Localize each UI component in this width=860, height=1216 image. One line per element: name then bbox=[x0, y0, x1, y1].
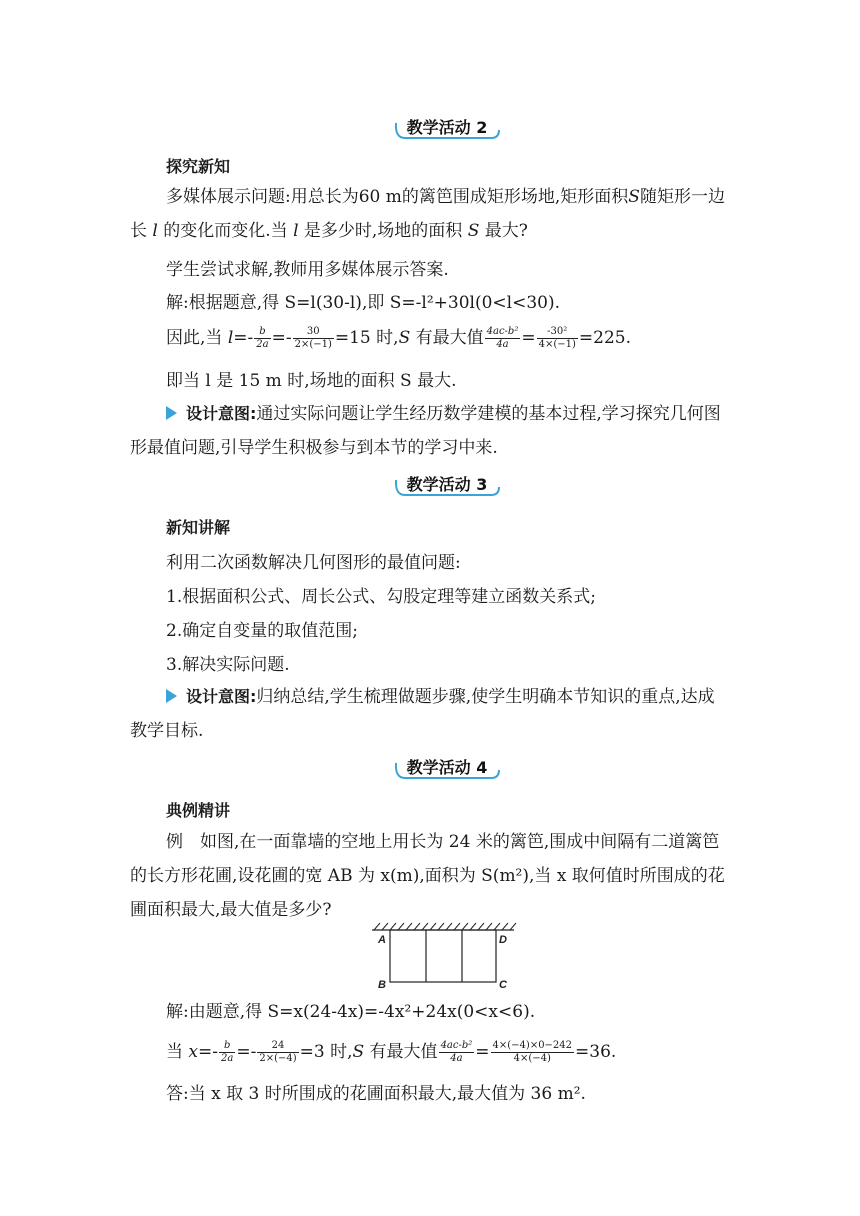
example-solution-line-1: 解:由题意,得 S=x(24-4x)=-4x²+24x(0<x<6). bbox=[166, 1002, 536, 1022]
figure-label-A: A bbox=[378, 934, 386, 946]
activity-4-title: 教学活动 4 bbox=[406, 758, 488, 777]
example-answer: 答:当 x 取 3 时所围成的花圃面积最大,最大值为 36 m². bbox=[166, 1084, 586, 1104]
fraction-max-value: $\frac{\text{-30²}}{4\times(-1)}$ bbox=[538, 326, 576, 350]
fraction-max-value: $\frac{4\times(-4)\times 0-242}{4\times(-4)}$ bbox=[492, 1040, 573, 1064]
design-intent-3: 设计意图:归纳总结,学生梳理做题步骤,使学生明确本节知识的重点,达成教学目标. bbox=[130, 687, 715, 741]
method-step-1: 1.根据面积公式、周长公式、勾股定理等建立函数关系式; bbox=[166, 587, 596, 607]
example-problem: 例 如图,在一面靠墙的空地上用长为 24 米的篱笆,围成中间隔有二道篱笆的长方形花圃,设花圃的宽 AB 为 x(m),面积为 S(m²),当 x 取何值时所围成的花圃面积最大,最大值是多少? bbox=[130, 832, 725, 920]
solution-line-2: 因此,当 l=- $\frac{b}{2a}$ =- $\frac{30}{2\times(-1)}$ =15 时,S 有最大值 $\frac{\text{4ac-b²}}{4a}$ = $\frac{\text{-30²}}{4\times(-1)}$ =225. bbox=[166, 326, 631, 350]
figure-label-D: D bbox=[499, 934, 507, 946]
example-solution-line-2: 当 x=- $\frac{b}{2a}$ =- $\frac{24}{2\times(-4)}$ =3 时,S 有最大值 $\frac{\text{4ac-b²}}{4a}$ = $\frac{4\times(-4)\times 0-242}{4\times(-4)}$ =36. bbox=[166, 1040, 617, 1064]
figure-label-C: C bbox=[499, 979, 507, 991]
garden-fence-figure bbox=[368, 922, 518, 992]
method-step-2: 2.确定自变量的取值范围; bbox=[166, 621, 358, 641]
activity-3-title: 教学活动 3 bbox=[406, 475, 488, 494]
fraction-24: $\frac{24}{2\times(-4)}$ bbox=[259, 1040, 297, 1064]
student-attempt-text: 学生尝试求解,教师用多媒体展示答案. bbox=[166, 260, 449, 280]
activity-2-title: 教学活动 2 bbox=[406, 118, 488, 137]
section-title-new-knowledge: 新知讲解 bbox=[166, 518, 231, 537]
fraction-b-2a: $\frac{b}{2a}$ bbox=[221, 1040, 234, 1064]
design-intent-2: 设计意图:通过实际问题让学生经历数学建模的基本过程,学习探究几何图形最值问题,引导学生积极参与到本节的学习中来. bbox=[130, 404, 721, 458]
section-title-examples: 典例精讲 bbox=[166, 801, 231, 820]
fraction-b-2a: $\frac{b}{2a}$ bbox=[256, 326, 269, 350]
method-step-3: 3.解决实际问题. bbox=[166, 655, 290, 675]
fraction-30: $\frac{30}{2\times(-1)}$ bbox=[294, 326, 332, 350]
problem-statement: 多媒体展示问题:用总长为60 m的篱笆围成矩形场地,矩形面积S随矩形一边长 l 的变化而变化.当 l 是多少时,场地的面积 S 最大? bbox=[130, 187, 725, 241]
fraction-max-formula: $\frac{\text{4ac-b²}}{4a}$ bbox=[486, 326, 519, 350]
triangle-marker-icon bbox=[166, 406, 177, 420]
fraction-max-formula: $\frac{\text{4ac-b²}}{4a}$ bbox=[440, 1040, 473, 1064]
solution-line-1: 解:根据题意,得 S=l(30-l),即 S=-l²+30l(0<l<30). bbox=[166, 293, 560, 313]
solution-line-3: 即当 l 是 15 m 时,场地的面积 S 最大. bbox=[166, 371, 457, 391]
section-title-explore: 探究新知 bbox=[166, 157, 231, 176]
triangle-marker-icon bbox=[166, 689, 177, 703]
method-intro: 利用二次函数解决几何图形的最值问题: bbox=[166, 553, 461, 573]
figure-label-B: B bbox=[378, 979, 386, 991]
